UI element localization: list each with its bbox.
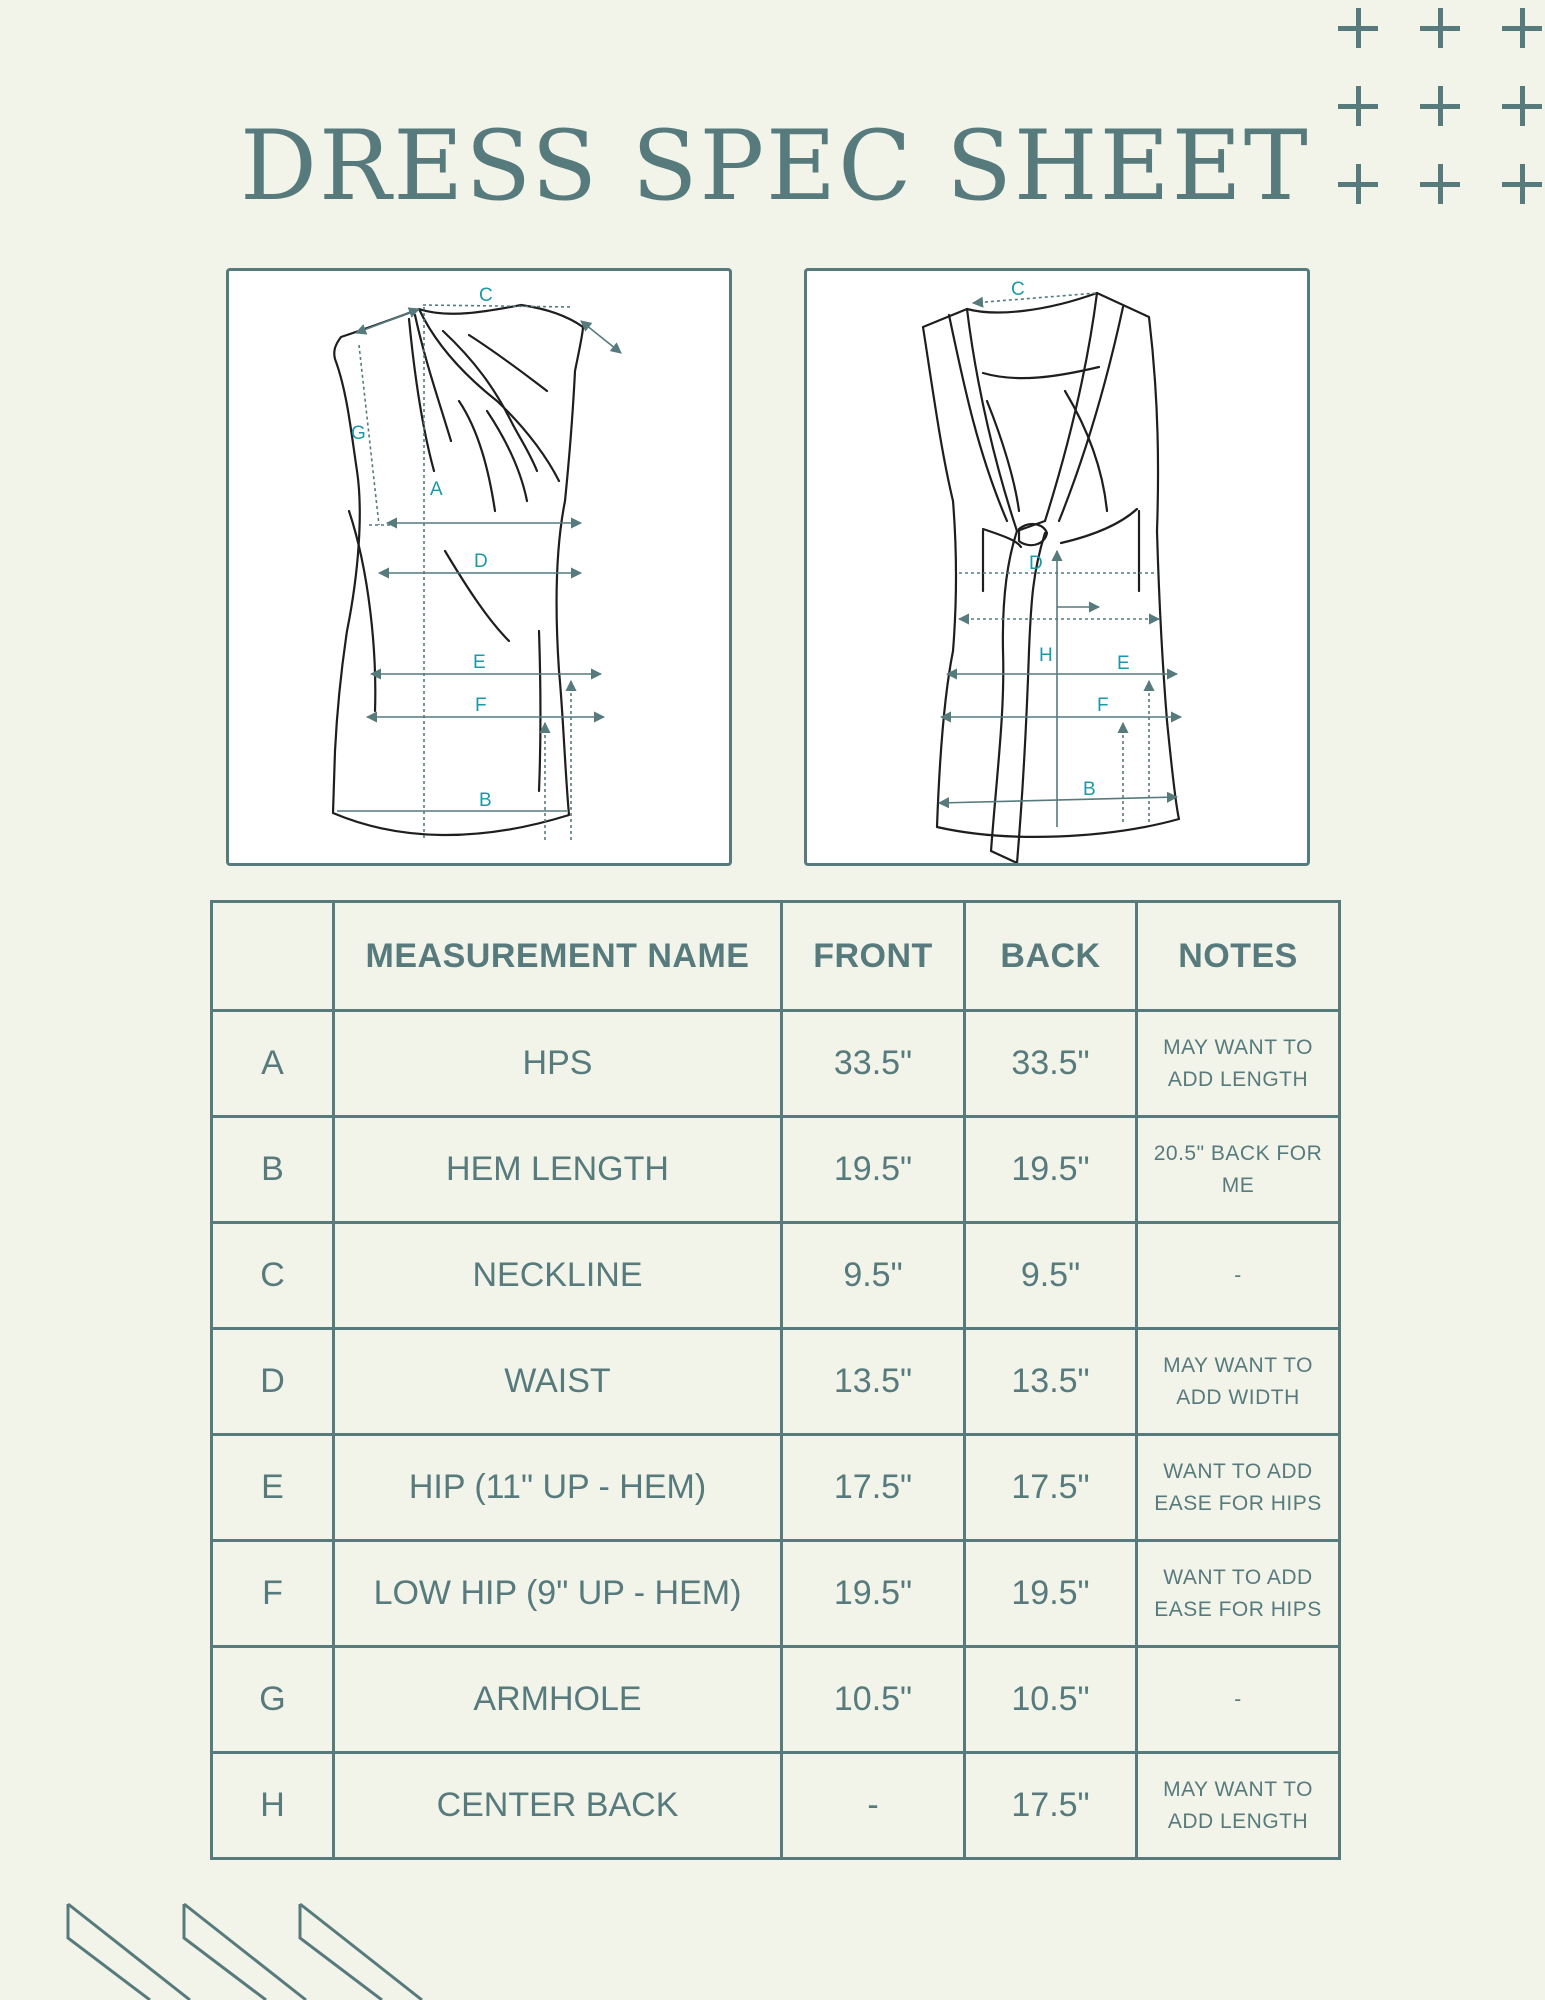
table-row bbox=[212, 1541, 1340, 1647]
table-row bbox=[212, 1435, 1340, 1541]
row-code: E bbox=[212, 1435, 334, 1541]
header-front: FRONT bbox=[782, 902, 965, 1011]
row-name: HPS bbox=[334, 1011, 782, 1117]
row-front: 19.5" bbox=[782, 1117, 965, 1223]
row-name: LOW HIP (9" UP - HEM) bbox=[334, 1541, 782, 1647]
back-view-panel bbox=[804, 268, 1310, 866]
front-label-d: D bbox=[474, 551, 488, 572]
row-back: 33.5" bbox=[965, 1011, 1137, 1117]
row-back: 19.5" bbox=[965, 1117, 1137, 1223]
plus-pattern-decoration bbox=[1320, 0, 1545, 215]
front-label-c: C bbox=[479, 285, 493, 306]
row-code: A bbox=[212, 1011, 334, 1117]
row-name: ARMHOLE bbox=[334, 1647, 782, 1753]
front-dress-sketch bbox=[229, 271, 732, 866]
front-label-e: E bbox=[473, 652, 486, 673]
front-label-g: G bbox=[351, 423, 366, 444]
row-notes: MAY WANT TO ADD WIDTH bbox=[1137, 1329, 1340, 1435]
row-front: 33.5" bbox=[782, 1011, 965, 1117]
back-label-e: E bbox=[1117, 653, 1130, 674]
page-title: DRESS SPEC SHEET bbox=[240, 110, 1310, 222]
row-back: 10.5" bbox=[965, 1647, 1137, 1753]
row-notes: WANT TO ADD EASE FOR HIPS bbox=[1137, 1435, 1340, 1541]
row-front: 10.5" bbox=[782, 1647, 965, 1753]
table-row bbox=[212, 1647, 1340, 1753]
row-name: CENTER BACK bbox=[334, 1753, 782, 1859]
row-code: G bbox=[212, 1647, 334, 1753]
front-label-b: B bbox=[479, 790, 492, 811]
row-back: 17.5" bbox=[965, 1435, 1137, 1541]
row-front: 17.5" bbox=[782, 1435, 965, 1541]
row-name: NECKLINE bbox=[334, 1223, 782, 1329]
table-row bbox=[212, 1753, 1340, 1859]
header-code bbox=[212, 902, 334, 1011]
diagonal-stripes-decoration bbox=[0, 1880, 460, 2000]
table-row bbox=[212, 1117, 1340, 1223]
back-label-c: C bbox=[1011, 279, 1025, 300]
row-front: 13.5" bbox=[782, 1329, 965, 1435]
header-measurement-name: MEASUREMENT NAME bbox=[334, 902, 782, 1011]
header-notes: NOTES bbox=[1137, 902, 1340, 1011]
row-code: C bbox=[212, 1223, 334, 1329]
row-notes: 20.5" BACK FOR ME bbox=[1137, 1117, 1340, 1223]
row-name: HIP (11" UP - HEM) bbox=[334, 1435, 782, 1541]
row-notes: MAY WANT TO ADD LENGTH bbox=[1137, 1011, 1340, 1117]
row-notes: MAY WANT TO ADD LENGTH bbox=[1137, 1753, 1340, 1859]
row-back: 9.5" bbox=[965, 1223, 1137, 1329]
table-header-row bbox=[212, 902, 1340, 1011]
row-front: 19.5" bbox=[782, 1541, 965, 1647]
front-label-f: F bbox=[475, 695, 487, 716]
table-row bbox=[212, 1011, 1340, 1117]
row-back: 19.5" bbox=[965, 1541, 1137, 1647]
table-row bbox=[212, 1329, 1340, 1435]
table-row bbox=[212, 1223, 1340, 1329]
row-back: 13.5" bbox=[965, 1329, 1137, 1435]
back-label-f: F bbox=[1097, 695, 1109, 716]
row-name: WAIST bbox=[334, 1329, 782, 1435]
row-name: HEM LENGTH bbox=[334, 1117, 782, 1223]
row-back: 17.5" bbox=[965, 1753, 1137, 1859]
back-label-h: H bbox=[1039, 645, 1053, 666]
header-back: BACK bbox=[965, 902, 1137, 1011]
row-code: D bbox=[212, 1329, 334, 1435]
back-label-d: D bbox=[1029, 553, 1043, 574]
front-label-a: A bbox=[430, 479, 443, 500]
row-notes: - bbox=[1137, 1223, 1340, 1329]
row-code: H bbox=[212, 1753, 334, 1859]
row-notes: WANT TO ADD EASE FOR HIPS bbox=[1137, 1541, 1340, 1647]
front-view-panel bbox=[226, 268, 732, 866]
row-code: F bbox=[212, 1541, 334, 1647]
row-front: - bbox=[782, 1753, 965, 1859]
row-notes: - bbox=[1137, 1647, 1340, 1753]
back-label-b: B bbox=[1083, 779, 1096, 800]
row-front: 9.5" bbox=[782, 1223, 965, 1329]
row-code: B bbox=[212, 1117, 334, 1223]
back-dress-sketch bbox=[807, 271, 1310, 866]
measurement-table bbox=[210, 900, 1341, 1860]
